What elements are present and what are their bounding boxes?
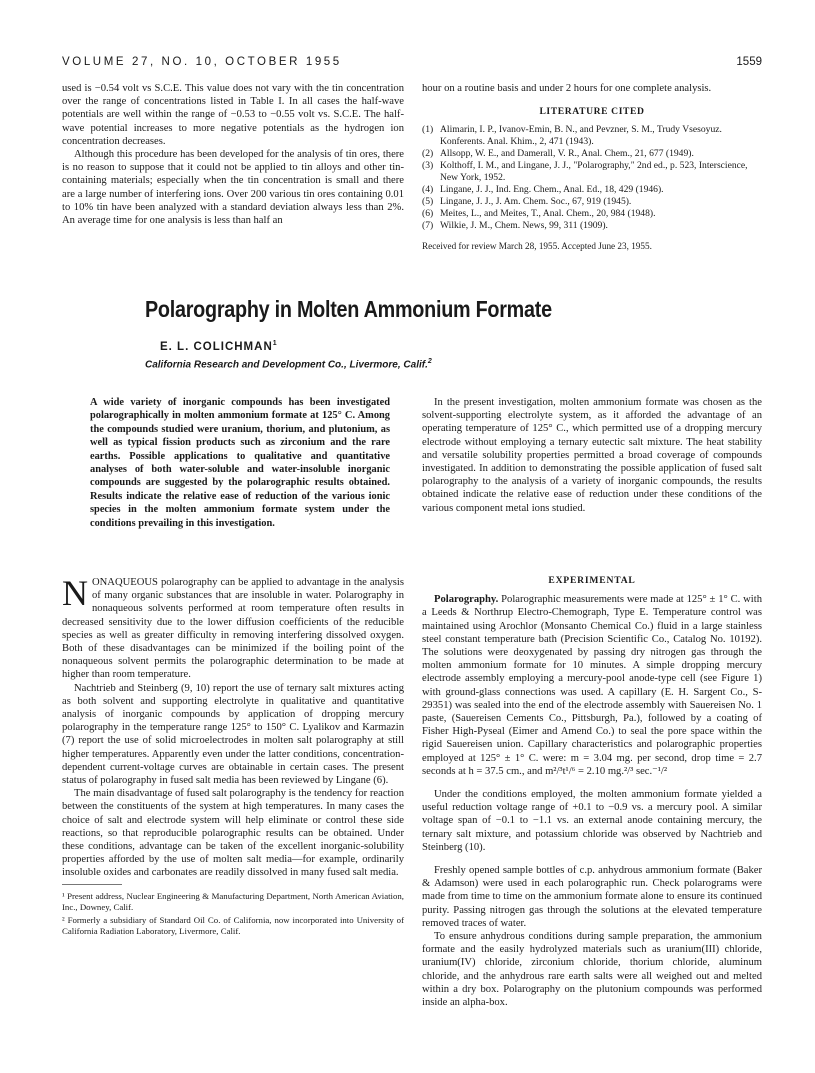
introduction-left-column — [62, 573, 404, 937]
paragraph: hour on a routine basis and under 2 hours for one complete analysis. — [422, 83, 712, 94]
paragraph: The main disadvantage of fused salt polarography is the tendency for reaction between the constituents of the system at high temperatures. In many cases the choice of salt and electrode system will help eliminate or control these side reactions, so that reproducible polarographic results can be obtained. Under these conditions, advantage can be taken of the excellent inorganic-solubility properties afforded by the use of molten salt media—for example, ordinarily insoluble oxides and carbonates are readily dissolved in many fused salt media. — [62, 788, 404, 879]
footnote-separator — [62, 884, 122, 885]
reference-list — [422, 124, 762, 232]
author-footnote-mark: 1 — [272, 340, 278, 347]
literature-cited-heading: LITERATURE CITED — [539, 106, 645, 118]
reference-item — [422, 220, 762, 232]
author-name: E. L. COLICHMAN — [160, 340, 273, 353]
paragraph: Although this procedure has been developed for the analysis of tin ores, there is no reason to suppose that it could not be applied to tin alloys and other tin-containing materials; especially when the tin concentration is small and there are a large number of interfering ions. Over 200 various tin ores containing 0.01 to 10% tin have been analyzed with a standard deviation always less than 2%. An average time for one analysis is less than half an — [62, 149, 404, 227]
reference-number: (1) — [422, 124, 434, 136]
article-title: Polarography in Molten Ammonium Formate — [145, 296, 552, 322]
reference-text: Alimarin, I. P., Ivanov-Emin, B. N., and Pevzner, S. M., Trudy Vsesoyuz. Konferents. Anal. Khim., 2, 471 (1943). — [440, 124, 722, 148]
paragraph: Freshly opened sample bottles of c.p. anhydrous ammonium formate (Baker & Adamson) were used in each polarographic run. Check polarograms were made from time to time on the ammonium formate alone to ensure its continued purity. Passing nitrogen gas through the solutions at the elevated temperature removed traces of water. — [422, 865, 762, 929]
reference-item — [422, 148, 762, 160]
paragraph: used is −0.54 volt vs S.C.E. This value does not vary with the tin concentration over the range of concentrations listed in Table I. In all cases the half-wave potentials are well within the range of −0.53 to −0.55 volt vs. S.C.E. The half-wave potential increases to more negative potentials as the hydrogen ion concentration decreases. — [62, 83, 404, 147]
journal-issue: VOLUME 27, NO. 10, OCTOBER 1955 — [62, 56, 342, 68]
paragraph — [422, 593, 762, 778]
affiliation-footnote-mark: 2 — [427, 358, 432, 365]
reference-text: Wilkie, J. M., Chem. News, 99, 311 (1909). — [440, 220, 608, 232]
paragraph: Nachtrieb and Steinberg (9, 10) report the use of ternary salt mixtures acting as both solvent and supporting electrolyte in qualitative and quantitative analysis of inorganic compounds by application of dropping mercury polarography in the temperature range 125° to 150° C. Lyalikov and Karmazin (7) report the use of solid microelectrodes in molten salt polarography at still higher temperatures. Apparently even under the latter conditions, concentration-dependent current-voltage curves are obtainable in certain cases. The present status of polarography in fused salt media has been reviewed by Lingane (6). — [62, 682, 404, 787]
reference-item — [422, 184, 762, 196]
experimental-column — [422, 560, 762, 1009]
reference-number: (2) — [422, 148, 434, 160]
affiliation: California Research and Development Co., Livermore, Calif. — [145, 359, 428, 371]
paragraph — [62, 573, 404, 682]
reference-number: (7) — [422, 220, 434, 232]
reference-number: (5) — [422, 196, 434, 208]
footnote: ¹ Present address, Nuclear Engineering & Manufacturing Department, North American Aviation, Inc., Downey, Calif. — [62, 890, 404, 912]
reference-item — [422, 208, 762, 220]
reference-text: Lingane, J. J., J. Am. Chem. Soc., 67, 919 (1945). — [440, 196, 632, 208]
affiliation-line — [145, 358, 432, 370]
received-date: Received for review March 28, 1955. Accepted June 23, 1955. — [422, 241, 652, 252]
reference-text: Meites, L., and Meites, T., Anal. Chem., 20, 984 (1948). — [440, 208, 656, 220]
abstract: A wide variety of inorganic compounds has been investigated polarographically in molten ammonium formate at 125° C. Among the compounds studied were uranium, thorium, and plutonium, as well as typical fission products such as zirconium and the rare earths. Possible applications to qualitative and quantitative analyses of both water-soluble and water-insoluble inorganic compounds are suggested by the polarographic results obtained. Results indicate the relative ease of reduction of the various ionic species in the molten ammonium formate system under the conditions prevailing in this investigation. — [90, 397, 390, 529]
reference-item — [422, 124, 762, 148]
paragraph: Under the conditions employed, the molten ammonium formate yielded a useful reduction voltage range of +0.1 to −0.9 vs. a mercury pool. A similar voltage span of −0.1 to −1.1 vs. an external anode containing mercury, the ternary salt mixture, and potassium chloride was observed by Nachtrieb and Steinberg (10). — [422, 789, 762, 853]
experimental-heading: EXPERIMENTAL — [548, 575, 636, 586]
author-line — [160, 340, 278, 353]
reference-item — [422, 160, 762, 184]
reference-number: (4) — [422, 184, 434, 196]
paragraph: To ensure anhydrous conditions during sample preparation, the ammonium formate and the easily hydrolyzed materials such as uranium(III) chloride, uranium(IV) chloride, zirconium chloride, thorium chloride, aluminum chloride, and the anhydrous rare earth salts were all weighed out and melted within a dry box. Polarography on the plutonium compounds was performed inside an alpha-box. — [422, 931, 762, 1009]
intro-right-column — [422, 396, 762, 515]
page-number: 1559 — [736, 56, 762, 68]
reference-item — [422, 196, 762, 208]
running-header — [62, 56, 762, 74]
run-in-heading: Polarography. — [434, 594, 499, 606]
paragraph-text: Polarographic measurements were made at 125° ± 1° C. with a Leeds & Northrup Electro-Chemograph, Type E. Temperature control was maintained using Arochlor (Monsanto Chemical Co.) fluid in a large stainless steel constant temperature bath (Precision Scientific Co., Catalog No. 10192). The solutions were deoxygenated by passing dry nitrogen gas through the molten ammonium formate for 10 minutes. A simple dropping mercury electrode assembly employing a mercury-pool anode-type cell (see Figure 1) with ground-glass connections was used. A capillary (E. H. Sargent Co., S-29351) was sealed into the end of the electrode assembly with Sauereisen No. 1 paste, (Sauereisen Cements Co., Pittsburgh, Pa.), followed by a coating of Fisher High-Pyseal (Eimer and Amend Co.) to seal the pore space within the rigid Sauereisen union. Capillary characteristics and polarographic properties employed at 125° ± 1° C. were: m = 3.04 mg. per second, drop time = 2.7 seconds at h = 37.5 cm., and m²/³t¹/⁶ = 2.10 mg.²/³ sec.⁻¹/² — [422, 594, 762, 777]
reference-number: (3) — [422, 160, 434, 172]
previous-article-end-left — [62, 82, 404, 227]
reference-number: (6) — [422, 208, 434, 220]
reference-text: Allsopp, W. E., and Damerall, V. R., Anal. Chem., 21, 677 (1949). — [440, 148, 694, 160]
paragraph-text: ONAQUEOUS polarography can be applied to advantage in the analysis of many organic substances that are insoluble in water. Polarography in nonaqueous solvents performed at room temperature often results in decreased sensitivity due to the lower diffusion coefficients of the reducible species as well as greater difficulty in removing interfering dissolved oxygen. Both of these disadvantages can be minimized if the boiling point of the nonaqueous solvent permits the polarographic determination to be made at higher than room temperature. — [62, 577, 404, 681]
reference-text: Lingane, J. J., Ind. Eng. Chem., Anal. Ed., 18, 429 (1946). — [440, 184, 664, 196]
previous-article-end-right — [422, 82, 762, 254]
drop-cap: N — [62, 573, 88, 613]
footnote: ² Formerly a subsidiary of Standard Oil Co. of California, now incorporated into University of California Radiation Laboratory, Livermore, Calif. — [62, 914, 404, 936]
paragraph: In the present investigation, molten ammonium formate was chosen as the solvent-supporting electrolyte system, as it afforded the advantage of an operating temperature of 125° C., which permitted use of a dropping mercury electrode without employing a ternary eutectic salt mixture. The heat stability and versatile solubility properties permitted a broad coverage of compounds investigated. In addition to demonstrating the possible application of fused salt polarography to the analysis of a variety of inorganic compounds, the results obtained indicate the relative ease of reduction under these conditions of the various component metal ions studied. — [422, 397, 762, 514]
reference-text: Kolthoff, I. M., and Lingane, J. J., "Polarography," 2nd ed., p. 523, Interscience, New York, 1952. — [440, 160, 748, 184]
